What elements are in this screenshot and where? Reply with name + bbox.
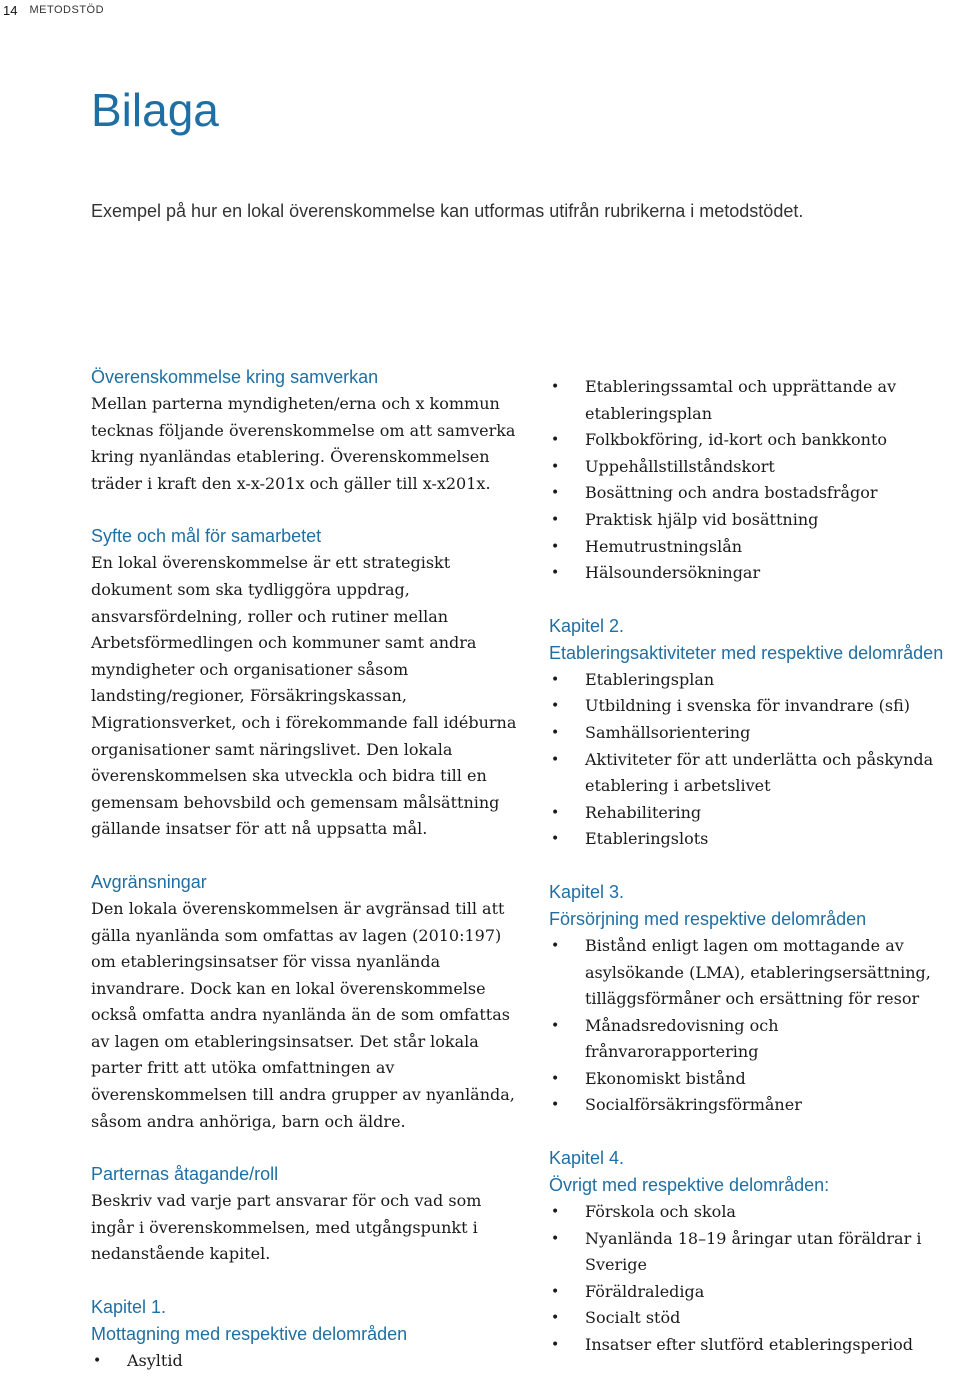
section-text: Beskriv vad varje part ansvarar för och vad som ingår i överenskommelsen, med utgångspunkt i nedanstående kapitel. bbox=[91, 1191, 482, 1264]
running-head bbox=[0, 0, 104, 20]
list-item bbox=[549, 720, 957, 747]
chapter-title: Etableringsaktiviteter med respektive delområden bbox=[549, 642, 944, 663]
bullet-list bbox=[549, 667, 957, 853]
list-item-text: Föräldralediga bbox=[585, 1281, 705, 1301]
bullet-icon: • bbox=[551, 804, 560, 821]
bullet-icon: • bbox=[551, 937, 560, 954]
chapter-3 bbox=[549, 879, 957, 1119]
chapter-title: Försörjning med respektive delområden bbox=[549, 908, 867, 929]
page-number: 14 bbox=[3, 2, 18, 18]
list-item bbox=[549, 1305, 957, 1332]
section-heading: Överenskommelse kring samverkan bbox=[91, 367, 379, 387]
list-item bbox=[91, 1348, 521, 1375]
list-item bbox=[549, 1013, 957, 1066]
list-item-text: Asyltid bbox=[127, 1351, 183, 1371]
list-item-text: Samhällsorientering bbox=[585, 722, 751, 742]
bullet-icon: • bbox=[551, 1230, 560, 1247]
list-item bbox=[549, 1199, 957, 1226]
list-item bbox=[549, 1279, 957, 1306]
list-item-text: Utbildning i svenska för invandrare (sfi) bbox=[585, 696, 911, 716]
chapter-2 bbox=[549, 613, 957, 853]
section-agreement bbox=[91, 364, 521, 497]
bullet-icon: • bbox=[551, 1017, 560, 1034]
bullet-icon: • bbox=[551, 538, 560, 555]
list-item bbox=[549, 693, 957, 720]
list-item-text: Etableringsplan bbox=[585, 669, 715, 689]
section-heading: Avgränsningar bbox=[91, 871, 207, 892]
list-item-text: Folkbokföring, id-kort och bankkonto bbox=[585, 430, 887, 450]
list-item-text: Etableringssamtal och upprättande av etableringsplan bbox=[585, 377, 897, 423]
section-commitments bbox=[91, 1161, 521, 1268]
chapter-1-continued bbox=[549, 374, 957, 587]
list-item-text: Socialförsäkringsförmåner bbox=[585, 1095, 802, 1115]
bullet-list bbox=[549, 933, 957, 1119]
list-item bbox=[549, 933, 957, 1013]
bullet-icon: • bbox=[551, 1097, 560, 1114]
list-item-text: Nyanlända 18–19 åringar utan föräldrar i Sverige bbox=[585, 1228, 922, 1275]
list-item bbox=[549, 480, 957, 507]
list-item-text: Ekonomiskt bistånd bbox=[585, 1068, 746, 1088]
chapter-number: Kapitel 3. bbox=[549, 881, 625, 902]
intro-paragraph: Exempel på hur en lokal överenskommelse kan utformas utifrån rubrikerna i metodstödet. bbox=[91, 201, 804, 221]
chapter-number: Kapitel 2. bbox=[549, 615, 625, 636]
list-item-text: Månadsredovisning och frånvarorapportering bbox=[585, 1015, 779, 1062]
list-item bbox=[549, 507, 957, 534]
bullet-list bbox=[91, 1348, 521, 1375]
bullet-icon: • bbox=[551, 485, 560, 502]
list-item-text: Hemutrustningslån bbox=[585, 536, 743, 556]
list-item-text: Rehabilitering bbox=[585, 802, 702, 822]
left-column bbox=[91, 364, 521, 1375]
chapter-4 bbox=[549, 1145, 957, 1359]
list-item bbox=[549, 534, 957, 561]
bullet-icon: • bbox=[551, 1204, 560, 1221]
section-heading: Parternas åtagande/roll bbox=[91, 1164, 279, 1185]
bullet-icon: • bbox=[551, 565, 560, 582]
bullet-icon: • bbox=[551, 671, 560, 688]
section-text: Den lokala överenskommelsen är avgränsad till att gälla nyanlända som omfattas av lagen (2010:197) om etableringsinsatser för vissa nyanlända invandrare. Dock kan en lokal överenskommelse också omfatta andra nyanlända än de som omfattas av lagen om etableringsinsatser. Det står lokala parter fritt att utöka omfattningen av överenskommelsen till andra grupper av nyanlända, såsom andra anhöriga, barn och äldre. bbox=[91, 898, 515, 1131]
bullet-icon: • bbox=[551, 1070, 560, 1087]
list-item-text: Socialt stöd bbox=[585, 1308, 681, 1328]
list-item bbox=[549, 374, 957, 427]
bullet-icon: • bbox=[551, 458, 560, 475]
bullet-icon: • bbox=[551, 432, 560, 449]
list-item-text: Bosättning och andra bostadsfrågor bbox=[585, 483, 878, 503]
list-item bbox=[549, 1332, 957, 1359]
list-item bbox=[549, 1092, 957, 1119]
list-item bbox=[549, 454, 957, 481]
chapter-1 bbox=[91, 1294, 521, 1375]
list-item bbox=[549, 1066, 957, 1093]
page-title: Bilaga bbox=[91, 84, 219, 136]
chapter-number: Kapitel 4. bbox=[549, 1148, 625, 1169]
list-item-text: Förskola och skola bbox=[585, 1202, 736, 1222]
list-item-text: Aktiviteter för att underlätta och påskynda etablering i arbetslivet bbox=[585, 749, 934, 796]
list-item bbox=[549, 427, 957, 454]
bullet-icon: • bbox=[551, 1337, 560, 1354]
list-item-text: Etableringslots bbox=[585, 829, 709, 849]
bullet-icon: • bbox=[551, 831, 560, 848]
bullet-list bbox=[549, 374, 957, 587]
bullet-list bbox=[549, 1199, 957, 1359]
list-item bbox=[549, 560, 957, 587]
list-item-text: Hälsoundersökningar bbox=[585, 563, 761, 583]
right-column bbox=[549, 374, 957, 1359]
list-item-text: Uppehållstillståndskort bbox=[585, 456, 775, 476]
section-purpose bbox=[91, 523, 521, 843]
chapter-title: Mottagning med respektive delområden bbox=[91, 1324, 408, 1345]
bullet-icon: • bbox=[551, 511, 560, 528]
list-item-text: Praktisk hjälp vid bosättning bbox=[585, 509, 819, 529]
chapter-title: Övrigt med respektive delområden: bbox=[549, 1175, 830, 1196]
bullet-icon: • bbox=[551, 1283, 560, 1300]
list-item bbox=[549, 800, 957, 827]
section-text: Mellan parterna myndigheten/erna och x kommun tecknas följande överenskommelse om att samverka kring nyanländas etablering. Överenskommelsen träder i kraft den x-x-201x och gäller till x-x201x. bbox=[91, 394, 516, 493]
list-item bbox=[549, 1226, 957, 1279]
section-label: METODSTÖD bbox=[29, 4, 105, 16]
section-limitations bbox=[91, 869, 521, 1135]
section-heading: Syfte och mål för samarbetet bbox=[91, 526, 322, 547]
bullet-icon: • bbox=[551, 379, 560, 395]
list-item-text: Bistånd enligt lagen om mottagande av asylsökande (LMA), etableringsersättning, tilläggsförmåner och ersättning för resor bbox=[585, 935, 931, 1009]
bullet-icon: • bbox=[551, 751, 560, 768]
section-text: En lokal överenskommelse är ett strategiskt dokument som ska tydliggöra uppdrag, ansvarsfördelning, roller och rutiner mellan Arbetsförmedlingen och kommuner samt andra myndigheter och organisationer såsom landsting/regioner, Försäkringskassan, Migrationsverket, och i förekommande fall idéburna organisationer samt näringslivet. Den lokala överenskommelsen ska utveckla och bidra till en gemensam behovsbild och gemensam målsättning gällande insatser för att nå uppsatta mål. bbox=[91, 553, 517, 839]
list-item bbox=[549, 747, 957, 800]
chapter-number: Kapitel 1. bbox=[91, 1297, 167, 1318]
bullet-icon: • bbox=[551, 724, 560, 741]
bullet-icon: • bbox=[93, 1353, 102, 1370]
list-item bbox=[549, 826, 957, 853]
list-item-text: Insatser efter slutförd etableringsperiod bbox=[585, 1335, 913, 1355]
bullet-icon: • bbox=[551, 698, 560, 715]
list-item bbox=[549, 667, 957, 694]
bullet-icon: • bbox=[551, 1310, 560, 1327]
